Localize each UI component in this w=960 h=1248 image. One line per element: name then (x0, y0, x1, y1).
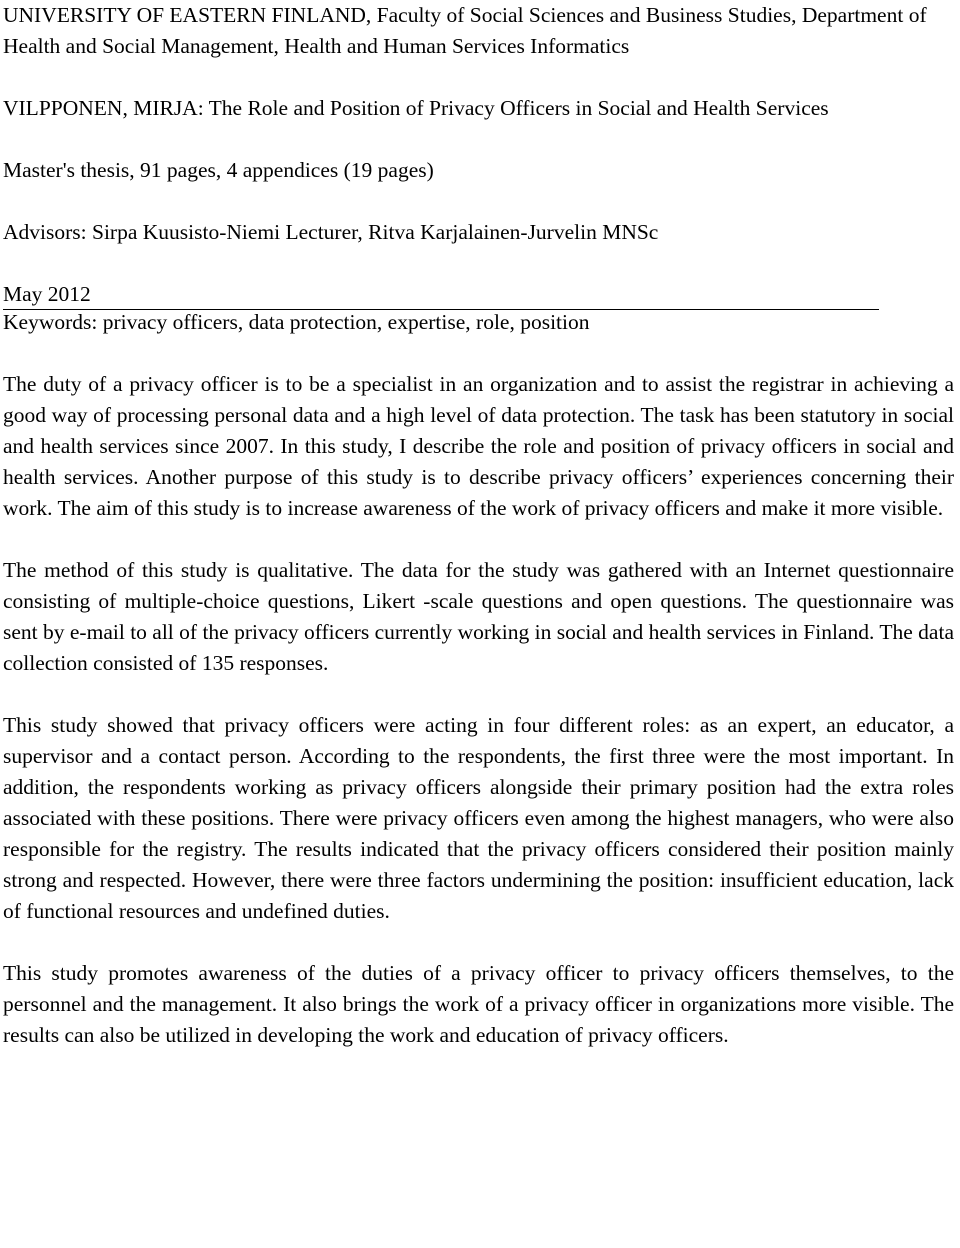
thesis-info-line: Master's thesis, 91 pages, 4 appendices (19 pages) (3, 158, 434, 182)
abstract-paragraph-1: The duty of a privacy officer is to be a specialist in an organization and to assist the registrar in achieving a good way of processing personal data and a high level of data protection. The task has been statutory in social and health services since 2007. In this study, I describe the role and position of privacy officers in social and health services. Another purpose of this study is to describe privacy officers’ experiences concerning their work. The aim of this study is to increase awareness of the work of privacy officers and make it more visible. (3, 372, 954, 520)
abstract-paragraph-2: The method of this study is qualitative. The data for the study was gathered with an Internet questionnaire consisting of multiple-choice questions, Likert -scale questions and open questions. The questionnaire was sent by e-mail to all of the privacy officers currently working in social and health services in Finland. The data collection consisted of 135 responses. (3, 558, 954, 675)
abstract-paragraph-4: This study promotes awareness of the duties of a privacy officer to privacy officers themselves, to the personnel and the management. It also brings the work of a privacy officer in organizations more visible. The results can also be utilized in developing the work and education of privacy officers. (3, 961, 954, 1047)
advisors-line: Advisors: Sirpa Kuusisto-Niemi Lecturer, Ritva Karjalainen-Jurvelin MNSc (3, 220, 659, 244)
keywords-line: Keywords: privacy officers, data protection, expertise, role, position (3, 310, 590, 334)
author-title-line: VILPPONEN, MIRJA: The Role and Position of Privacy Officers in Social and Health Services (3, 96, 829, 120)
date-line: May 2012 (3, 279, 879, 310)
institution-line: UNIVERSITY OF EASTERN FINLAND, Faculty of Social Sciences and Business Studies, Department of Health and Social Management, Health and Human Services Informatics (3, 3, 927, 58)
abstract-page (3, 0, 954, 1051)
abstract-paragraph-3: This study showed that privacy officers were acting in four different roles: as an expert, an educator, a supervisor and a contact person. According to the respondents, the first three were the most important. In addition, the respondents working as privacy officers alongside their primary position had the extra roles associated with these positions. There were privacy officers even among the highest managers, who were also responsible for the registry. The results indicated that the privacy officers considered their position mainly strong and respected. However, there were three factors undermining the position: insufficient education, lack of functional resources and undefined duties. (3, 713, 954, 923)
